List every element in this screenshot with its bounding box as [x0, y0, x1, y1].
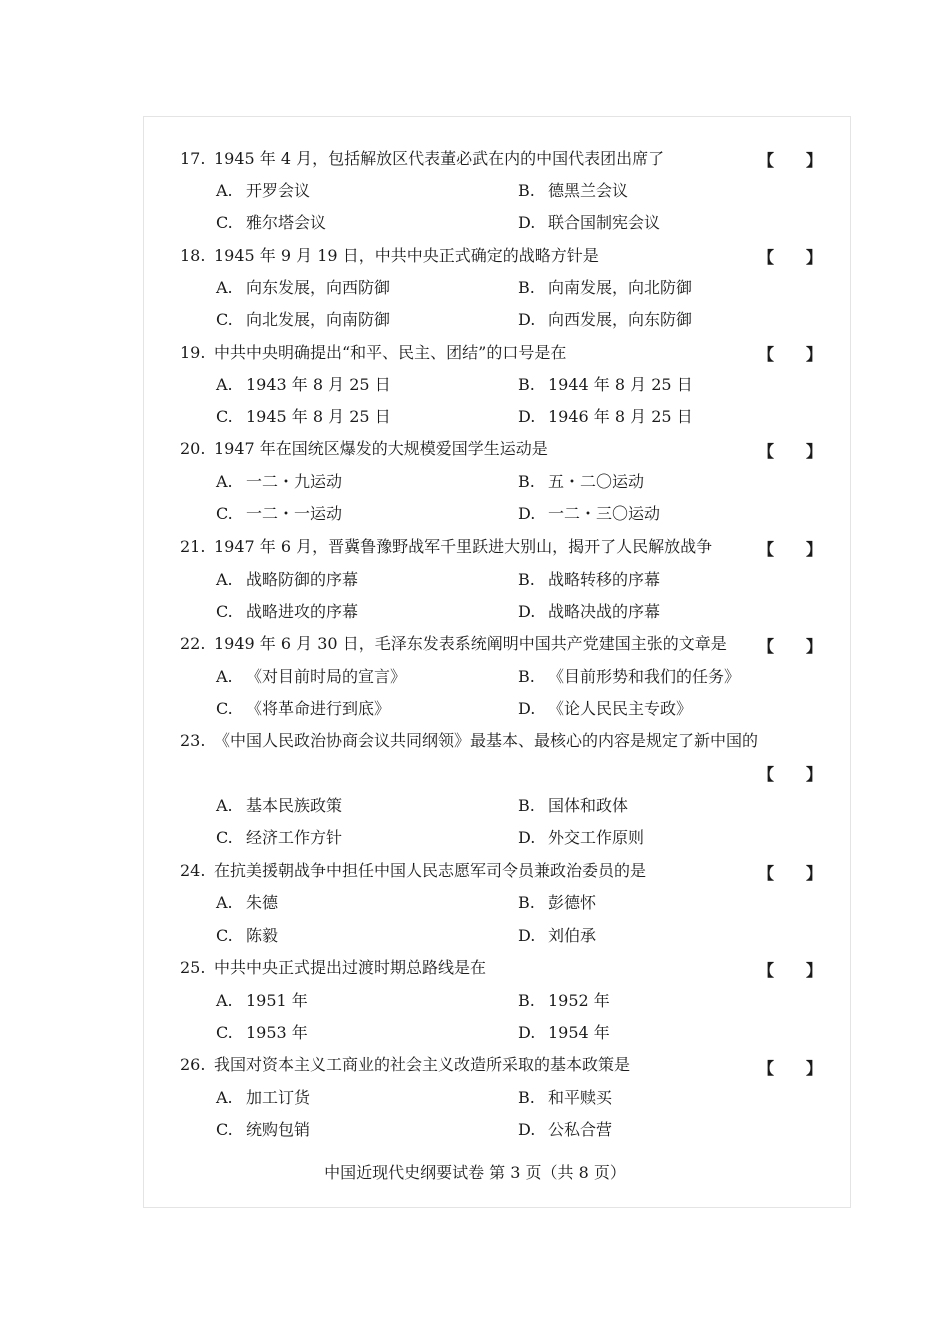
bracket-left: 【 [758, 1059, 775, 1078]
option-text: 朱德 [246, 893, 279, 912]
question-text: 中共中央明确提出“和平、民主、团结”的口号是在 [214, 343, 567, 362]
option-a [216, 666, 406, 688]
answer-bracket[interactable] [758, 960, 823, 982]
option-c [216, 212, 326, 234]
page-footer: 中国近现代史纲要试卷 第 3 页（共 8 页） [324, 1163, 626, 1182]
question-text: 1947 年 6 月，晋冀鲁豫野战军千里跃进大别山，揭开了人民解放战争 [214, 537, 713, 556]
option-letter: C. [216, 1023, 233, 1042]
option-letter: C. [216, 1120, 233, 1139]
option-letter: B. [518, 472, 535, 491]
question-number: 24. [180, 861, 206, 880]
option-d [518, 698, 692, 720]
option-text: 联合国制宪会议 [548, 213, 661, 232]
option-text: 加工订货 [246, 1088, 311, 1107]
question-number: 25. [180, 958, 206, 977]
option-a [216, 990, 308, 1012]
answer-bracket[interactable] [758, 344, 823, 366]
question-22 [180, 633, 830, 655]
option-letter: D. [518, 1023, 536, 1042]
bracket-left: 【 [758, 345, 775, 364]
answer-bracket[interactable] [758, 863, 823, 885]
option-text: 开罗会议 [246, 181, 311, 200]
question-21 [180, 536, 830, 558]
option-b [518, 471, 644, 493]
answer-bracket[interactable] [758, 150, 823, 172]
bracket-right: 】 [806, 248, 823, 267]
option-c [216, 406, 391, 428]
option-text: 陈毅 [246, 926, 279, 945]
bracket-left: 【 [758, 442, 775, 461]
option-letter: D. [518, 926, 536, 945]
option-a [216, 180, 310, 202]
option-letter: C. [216, 926, 233, 945]
option-text: 德黑兰会议 [548, 181, 629, 200]
question-17 [180, 148, 830, 170]
option-letter: B. [518, 893, 535, 912]
option-letter: B. [518, 570, 535, 589]
option-letter: C. [216, 407, 233, 426]
bracket-right: 】 [806, 1059, 823, 1078]
answer-bracket[interactable] [758, 539, 823, 561]
question-text: 1949 年 6 月 30 日，毛泽东发表系统阐明中国共产党建国主张的文章是 [214, 634, 727, 653]
question-number: 18. [180, 246, 206, 265]
option-d [518, 212, 660, 234]
option-text: 统购包销 [246, 1120, 311, 1139]
option-c [216, 827, 342, 849]
option-d [518, 601, 660, 623]
option-letter: A. [216, 570, 233, 589]
option-letter: D. [518, 1120, 536, 1139]
question-text: 中共中央正式提出过渡时期总路线是在 [214, 958, 487, 977]
option-letter: A. [216, 991, 233, 1010]
bracket-right: 】 [806, 864, 823, 883]
option-c [216, 698, 390, 720]
option-text: 经济工作方针 [246, 828, 343, 847]
option-text: 1951 年 [246, 991, 308, 1010]
option-d [518, 827, 644, 849]
option-letter: B. [518, 181, 535, 200]
bracket-right: 】 [806, 151, 823, 170]
option-text: 向北发展，向南防御 [246, 310, 391, 329]
option-text: 1945 年 8 月 25 日 [246, 407, 391, 426]
option-text: 五・二〇运动 [548, 472, 645, 491]
answer-bracket[interactable] [758, 441, 823, 463]
option-d [518, 1022, 610, 1044]
option-letter: B. [518, 667, 535, 686]
bracket-right: 】 [806, 442, 823, 461]
option-text: 《目前形势和我们的任务》 [548, 667, 741, 686]
option-letter: C. [216, 213, 233, 232]
option-text: 一二・三〇运动 [548, 504, 661, 523]
option-c [216, 1022, 308, 1044]
question-18 [180, 245, 830, 267]
option-b [518, 374, 693, 396]
option-a [216, 374, 391, 396]
question-number: 20. [180, 439, 206, 458]
option-text: 1952 年 [548, 991, 610, 1010]
question-text: 《中国人民政治协商会议共同纲领》最基本、最核心的内容是规定了新中国的 [214, 731, 759, 750]
answer-bracket[interactable] [758, 764, 823, 786]
option-text: 战略防御的序幕 [246, 570, 359, 589]
option-letter: C. [216, 828, 233, 847]
option-b [518, 990, 610, 1012]
question-text: 1945 年 9 月 19 日，中共中央正式确定的战略方针是 [214, 246, 599, 265]
option-letter: D. [518, 407, 536, 426]
option-text: 彭德怀 [548, 893, 597, 912]
bracket-left: 【 [758, 151, 775, 170]
question-number: 17. [180, 149, 206, 168]
option-text: 《论人民民主专政》 [548, 699, 693, 718]
option-letter: B. [518, 1088, 535, 1107]
option-a [216, 892, 278, 914]
option-d [518, 406, 693, 428]
option-text: 1944 年 8 月 25 日 [548, 375, 693, 394]
option-a [216, 277, 390, 299]
option-text: 外交工作原则 [548, 828, 645, 847]
option-letter: C. [216, 699, 233, 718]
question-text: 1945 年 4 月，包括解放区代表董必武在内的中国代表团出席了 [214, 149, 665, 168]
option-text: 公私合营 [548, 1120, 613, 1139]
option-d [518, 1119, 612, 1141]
bracket-right: 】 [806, 345, 823, 364]
option-b [518, 569, 660, 591]
option-text: 雅尔塔会议 [246, 213, 327, 232]
option-d [518, 503, 660, 525]
bracket-right: 】 [806, 637, 823, 656]
option-letter: A. [216, 278, 233, 297]
bracket-left: 【 [758, 961, 775, 980]
option-text: 国体和政体 [548, 796, 629, 815]
option-c [216, 601, 358, 623]
option-b [518, 892, 596, 914]
question-text: 在抗美援朝战争中担任中国人民志愿军司令员兼政治委员的是 [214, 861, 647, 880]
option-letter: A. [216, 893, 233, 912]
option-letter: B. [518, 796, 535, 815]
answer-bracket[interactable] [758, 247, 823, 269]
question-24 [180, 860, 830, 882]
bracket-left: 【 [758, 864, 775, 883]
bracket-right: 】 [806, 961, 823, 980]
option-letter: C. [216, 602, 233, 621]
option-a [216, 471, 342, 493]
option-text: 战略决战的序幕 [548, 602, 661, 621]
bracket-left: 【 [758, 637, 775, 656]
option-a [216, 1087, 310, 1109]
question-25 [180, 957, 830, 979]
option-text: 向东发展，向西防御 [246, 278, 391, 297]
option-text: 《对目前时局的宣言》 [246, 667, 407, 686]
option-text: 战略转移的序幕 [548, 570, 661, 589]
option-letter: B. [518, 278, 535, 297]
option-text: 向南发展，向北防御 [548, 278, 693, 297]
option-letter: A. [216, 181, 233, 200]
question-text: 我国对资本主义工商业的社会主义改造所采取的基本政策是 [214, 1055, 631, 1074]
option-b [518, 277, 692, 299]
option-letter: B. [518, 991, 535, 1010]
option-b [518, 666, 740, 688]
option-letter: D. [518, 310, 536, 329]
option-letter: A. [216, 667, 233, 686]
question-number: 21. [180, 537, 206, 556]
option-letter: A. [216, 796, 233, 815]
bracket-left: 【 [758, 765, 775, 784]
option-letter: A. [216, 472, 233, 491]
question-20 [180, 438, 830, 460]
option-letter: D. [518, 699, 536, 718]
question-number: 23. [180, 731, 206, 750]
bracket-right: 】 [806, 540, 823, 559]
answer-bracket[interactable] [758, 1058, 823, 1080]
option-c [216, 309, 390, 331]
bracket-left: 【 [758, 540, 775, 559]
option-text: 1943 年 8 月 25 日 [246, 375, 391, 394]
option-text: 一二・一运动 [246, 504, 343, 523]
option-d [518, 309, 692, 331]
option-text: 刘伯承 [548, 926, 597, 945]
question-26 [180, 1054, 830, 1076]
option-letter: D. [518, 602, 536, 621]
option-c [216, 1119, 310, 1141]
question-23 [180, 730, 830, 752]
option-text: 战略进攻的序幕 [246, 602, 359, 621]
question-number: 26. [180, 1055, 206, 1074]
option-letter: D. [518, 828, 536, 847]
option-letter: B. [518, 375, 535, 394]
option-c [216, 925, 278, 947]
option-letter: D. [518, 213, 536, 232]
option-text: 1946 年 8 月 25 日 [548, 407, 693, 426]
option-d [518, 925, 596, 947]
option-letter: A. [216, 1088, 233, 1107]
option-letter: C. [216, 504, 233, 523]
option-text: 《将革命进行到底》 [246, 699, 391, 718]
option-a [216, 569, 358, 591]
answer-bracket[interactable] [758, 636, 823, 658]
option-b [518, 1087, 612, 1109]
option-b [518, 180, 628, 202]
bracket-right: 】 [806, 765, 823, 784]
question-19 [180, 342, 830, 364]
option-a [216, 795, 342, 817]
question-number: 19. [180, 343, 206, 362]
option-letter: C. [216, 310, 233, 329]
option-text: 一二・九运动 [246, 472, 343, 491]
option-text: 基本民族政策 [246, 796, 343, 815]
option-text: 和平赎买 [548, 1088, 613, 1107]
option-c [216, 503, 342, 525]
option-letter: D. [518, 504, 536, 523]
bracket-left: 【 [758, 248, 775, 267]
option-b [518, 795, 628, 817]
option-text: 向西发展，向东防御 [548, 310, 693, 329]
option-text: 1954 年 [548, 1023, 610, 1042]
question-number: 22. [180, 634, 206, 653]
option-letter: A. [216, 375, 233, 394]
option-text: 1953 年 [246, 1023, 308, 1042]
question-text: 1947 年在国统区爆发的大规模爱国学生运动是 [214, 439, 548, 458]
